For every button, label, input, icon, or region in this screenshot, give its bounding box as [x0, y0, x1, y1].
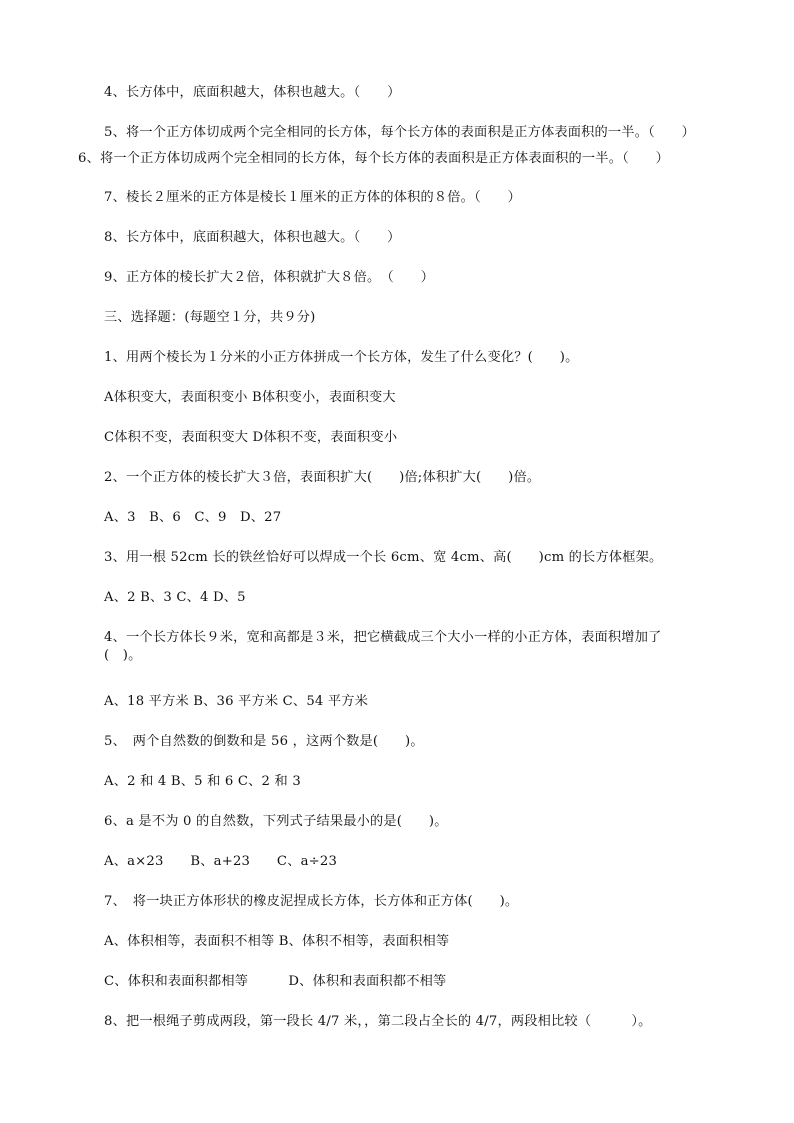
question-6-options: A、a×23 B、a+23 C、a÷23	[104, 854, 338, 869]
question-4: 4、一个长方体长９米，宽和高都是３米，把它横截成三个大小一样的小正方体，表面积增加了( )。	[104, 630, 662, 663]
question-3: 3、用一根 52cm 长的铁丝恰好可以焊成一个长 6cm、宽 4cm、高( )cm 的长方体框架。	[104, 550, 663, 565]
question-2: 2、一个正方体的棱长扩大３倍，表面积扩大( )倍;体积扩大( )倍。	[104, 470, 541, 485]
section-title: 三、选择题：(每题空１分，共９分)	[104, 310, 316, 325]
judgement-item-7: 7、棱长２厘米的正方体是棱长１厘米的正方体的体积的８倍。（ ）	[104, 190, 521, 205]
question-6: 6、a 是不为 0 的自然数，下列式子结果最小的是( )。	[104, 814, 448, 829]
judgement-item-8: 8、长方体中，底面积越大，体积也越大。（ ）	[104, 230, 401, 245]
question-2-options: A、3 B、6 C、9 D、27	[104, 510, 282, 525]
question-7: 7、 将一块正方体形状的橡皮泥捏成长方体，长方体和正方体( )。	[104, 894, 519, 909]
question-7-options-ab: A、体积相等，表面积不相等 B、体积不相等，表面积相等	[104, 934, 450, 949]
question-1-options-ab: A体积变大，表面积变小 B体积变小，表面积变大	[104, 390, 396, 405]
question-5: 5、 两个自然数的倒数和是 56 ，这两个数是( )。	[104, 734, 424, 749]
question-1: 1、用两个棱长为１分米的小正方体拼成一个长方体，发生了什么变化？( )。	[104, 350, 579, 365]
question-3-options: A、2 B、3 C、4 D、5	[104, 590, 246, 605]
judgement-item-4: 4、长方体中，底面积越大，体积也越大。（ ）	[104, 85, 401, 100]
judgement-item-9: 9、正方体的棱长扩大２倍，体积就扩大８倍。 （ ）	[104, 270, 435, 285]
question-4-options: A、18 平方米 B、36 平方米 C、54 平方米	[104, 694, 369, 709]
judgement-item-6: 6、将一个正方体切成两个完全相同的长方体，每个长方体的表面积是正方体表面积的一半。（ ）	[78, 151, 670, 166]
question-8: 8、把一根绳子剪成两段，第一段长 4/7 米，，第二段占全长的 4/7，两段相比较（ ）。	[104, 1014, 652, 1029]
question-1-options-cd: C体积不变，表面积变大 D体积不变，表面积变小	[104, 430, 398, 445]
judgement-item-5: 5、将一个正方体切成两个完全相同的长方体，每个长方体的表面积是正方体表面积的一半。（ ）	[104, 125, 696, 140]
question-7-options-cd: C、体积和表面积都相等 D、体积和表面积都不相等	[104, 974, 447, 989]
question-5-options: A、2 和 4 B、5 和 6 C、2 和 3	[104, 774, 301, 789]
